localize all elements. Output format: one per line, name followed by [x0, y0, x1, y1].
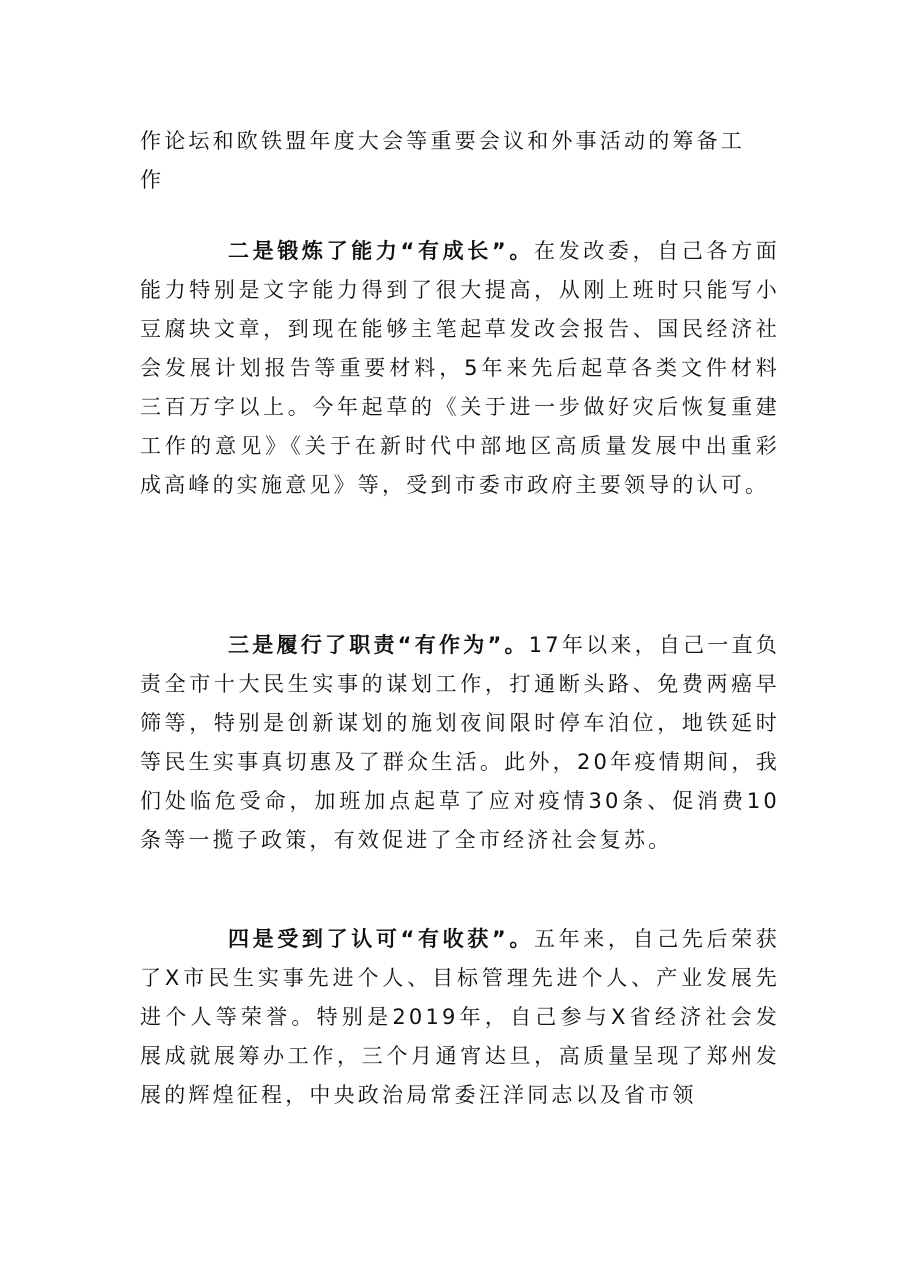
paragraph-duty-lead: 三是履行了职责“有作为”。 [228, 633, 529, 657]
continuation-line-1: 作论坛和欧铁盟年度大会等重要会议和外事活动的筹备工 [140, 129, 745, 153]
paragraph-duty-text [140, 626, 780, 860]
paragraph-ability-text [140, 232, 780, 505]
paragraph-ability-lead: 二是锻炼了能力“有成长”。 [228, 239, 534, 263]
paragraph-duty [140, 626, 780, 860]
continuation-line-2: 作 [140, 168, 165, 192]
paragraph-recognition-body: 五年来，自己先后荣获了X市民生实事先进个人、目标管理先进个人、产业发展先进个人等荣誉。特别是2019年，自己参与X省经济社会发展成就展筹办工作，三个月通宵达旦，高质量呈现了郑州发展的辉煌征程，中央政治局常委汪洋同志以及省市领 [140, 927, 781, 1107]
continuation-paragraph [140, 122, 780, 200]
paragraph-duty-body: 17年以来，自己一直负责全市十大民生实事的谋划工作，打通断头路、免费两癌早筛等，特别是创新谋划的施划夜间限时停车泊位，地铁延时等民生实事真切惠及了群众生活。此外，20年疫情期间，我们处临危受命，加班加点起草了应对疫情30条、促消费10条等一揽子政策，有效促进了全市经济社会复苏。 [140, 633, 781, 852]
paragraph-recognition [140, 920, 780, 1115]
paragraph-recognition-lead: 四是受到了认可“有收获”。 [228, 927, 534, 951]
paragraph-recognition-text [140, 920, 780, 1115]
paragraph-ability-body: 在发改委，自己各方面能力特别是文字能力得到了很大提高，从刚上班时只能写小豆腐块文章，到现在能够主笔起草发改会报告、国民经济社会发展计划报告等重要材料，5年来先后起草各类文件材料三百万字以上。今年起草的《关于进一步做好灾后恢复重建工作的意见》《关于在新时代中部地区高质量发展中出重彩成高峰的实施意见》等，受到市委市政府主要领导的认可。 [140, 239, 781, 497]
paragraph-ability [140, 232, 780, 505]
